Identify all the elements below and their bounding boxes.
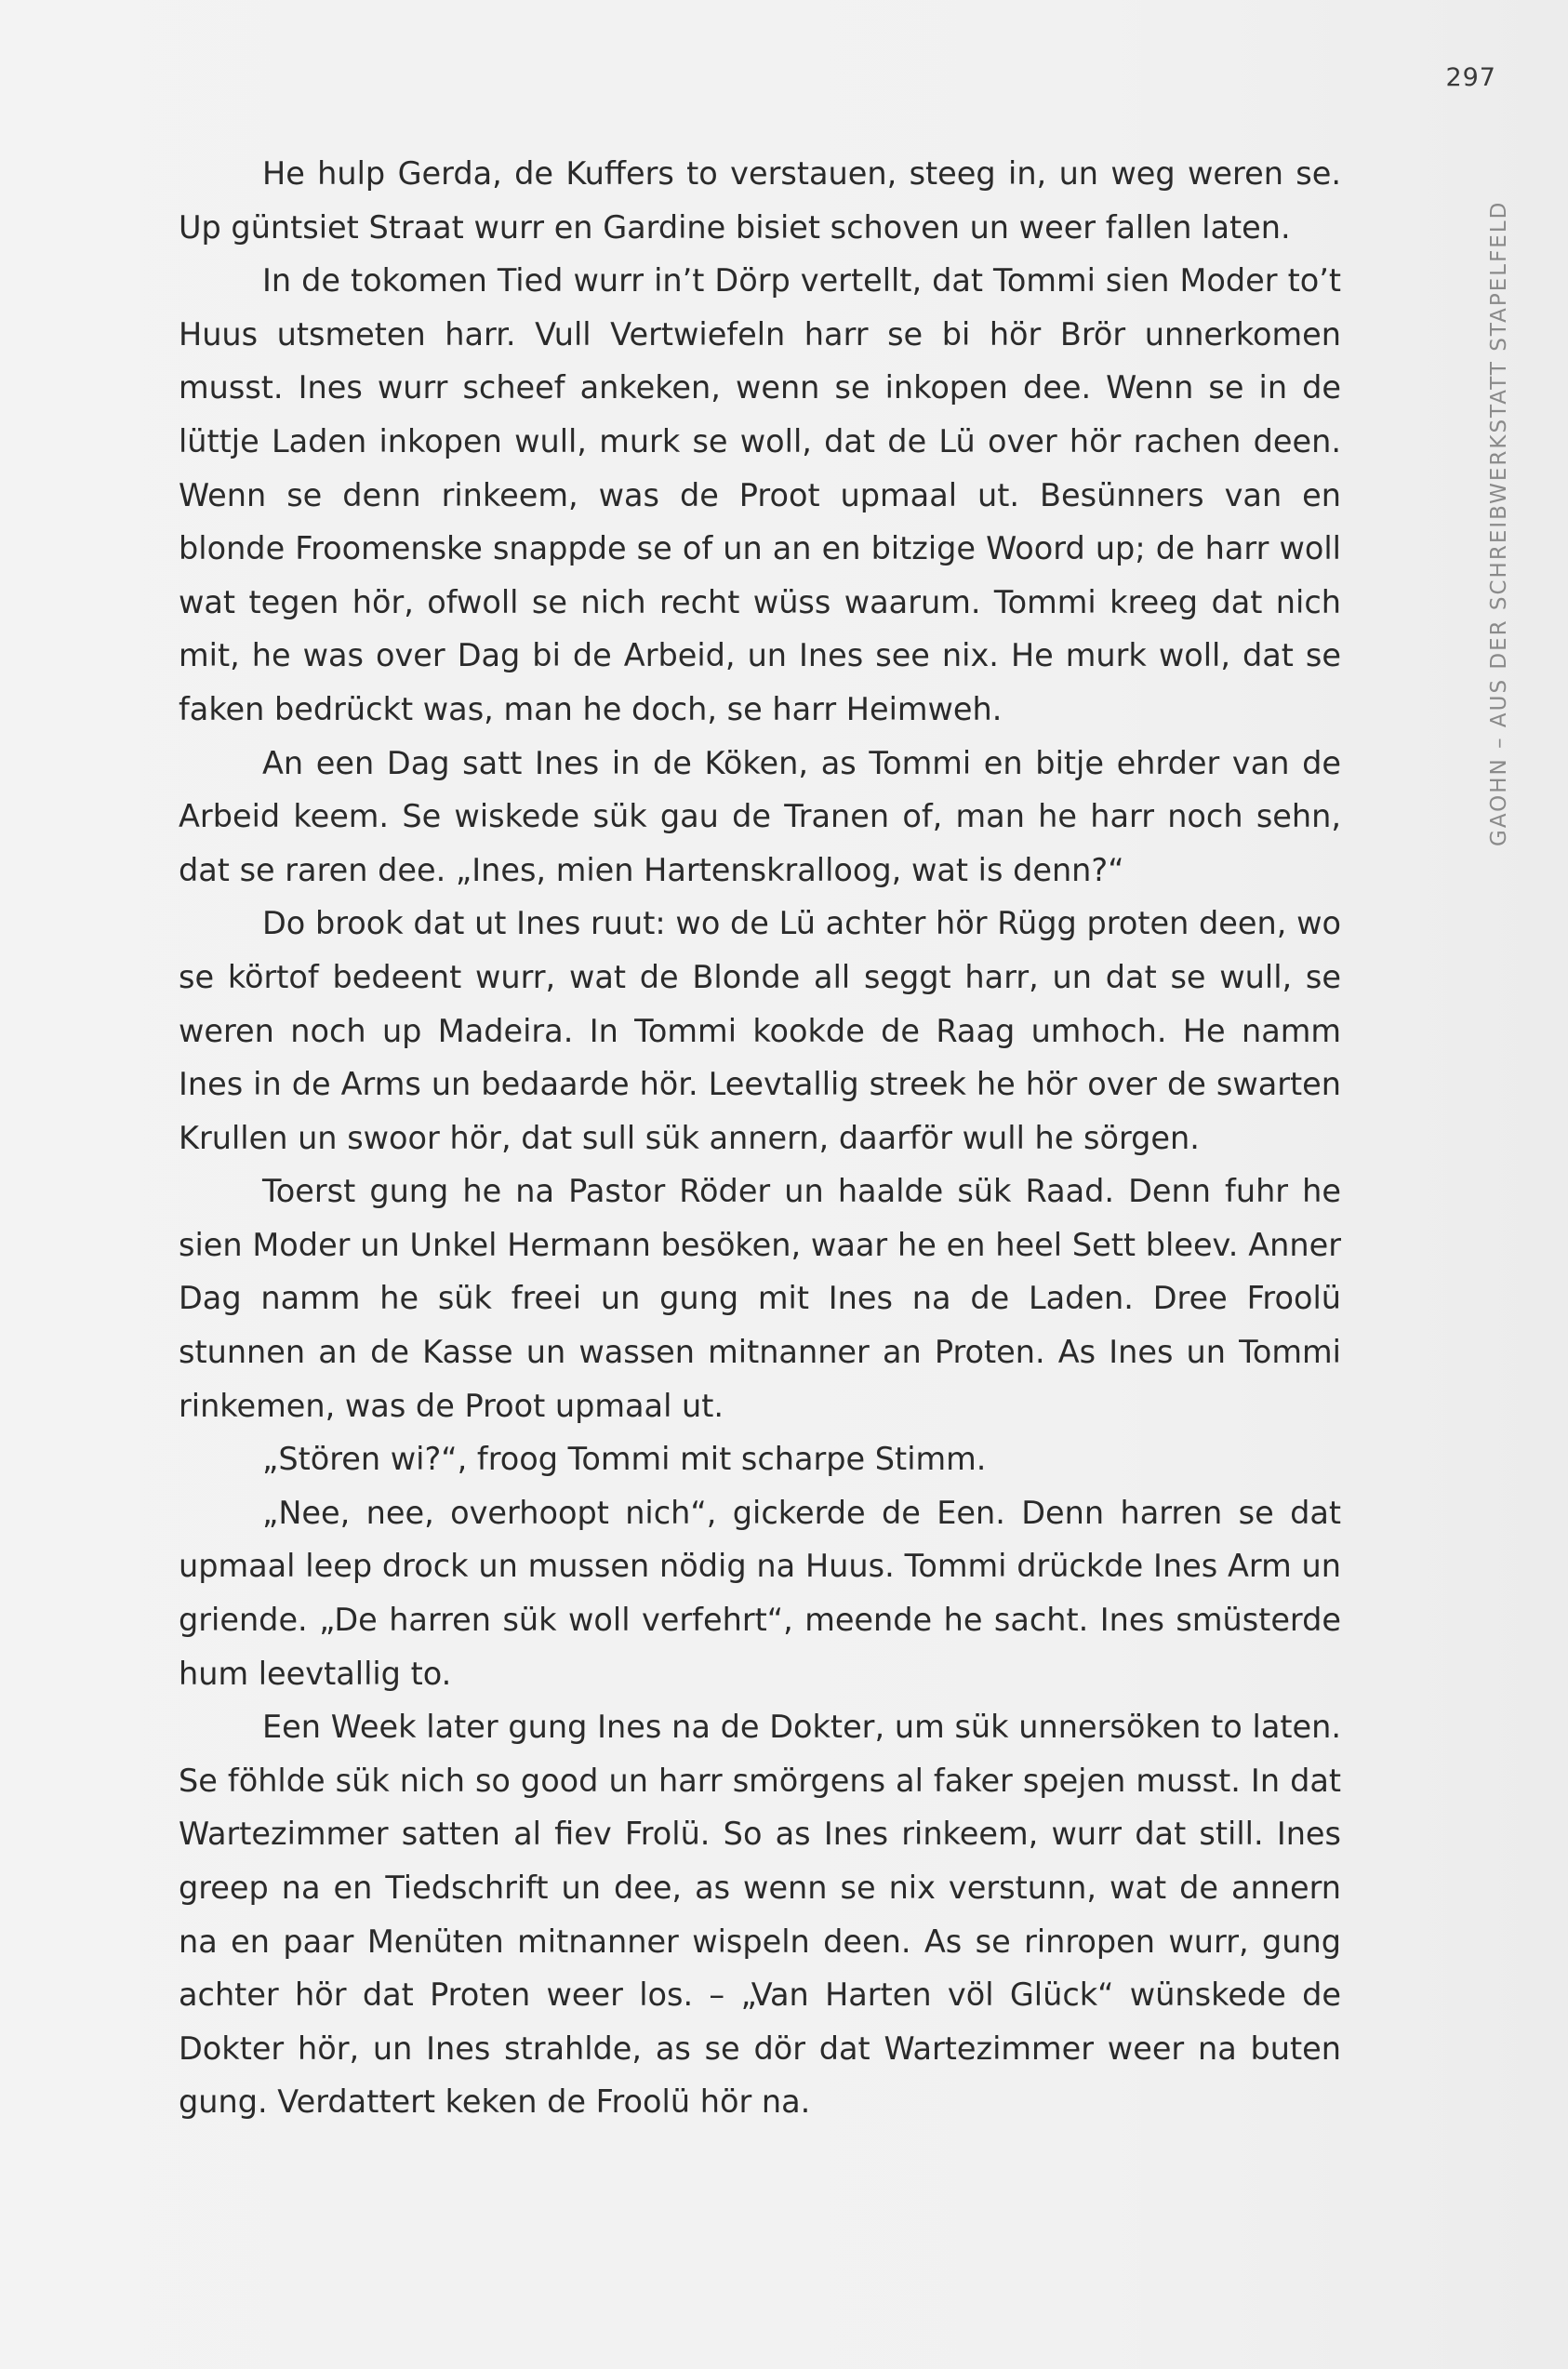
paragraph: Een Week later gung Ines na de Dokter, um sük unnersöken to laten. Se föhlde sük nich so good un harr smörgens al faker spejen musst. In dat Wartezimmer satten al fiev Frolü. So as Ines rinkeem, wurr dat still. Ines greep na en Tiedschrift un dee, as wenn se nix verstunn, wat de annern na en paar Menüten mitnanner wispeln deen. As se rinropen wurr, gung achter hör dat Proten weer los. – „Van Harten völ Glück“ wünskede de Dokter hör, un Ines strahlde, as se dör dat Wartezimmer weer na buten gung. Verdattert keken de Froolü hör na. [179,1709,1341,2121]
paragraph: „Nee, nee, overhoopt nich“, gickerde de Een. Denn harren se dat upmaal leep drock un mussen nödig na Huus. Tommi drückde Ines Arm un griende. „De harren sük woll verfehrt“, meende he sacht. Ines smüsterde hum leevtallig to. [179,1494,1341,1692]
paragraph: Do brook dat ut Ines ruut: wo de Lü achter hör Rügg proten deen, wo se körtof bedeent wurr, wat de Blonde all seggt harr, un dat se wull, se weren noch up Madeira. In Tommi kookde de Raag umhoch. He namm Ines in de Arms un bedaarde hör. Leevtallig streek he hör over de swarten Krullen un swoor hör, dat sull sük annern, daarför wull he sörgen. [179,905,1341,1156]
page-number: 297 [1445,63,1496,92]
paragraph: Toerst gung he na Pastor Röder un haalde sük Raad. Denn fuhr he sien Moder un Unkel Hermann besöken, waar he en heel Sett bleev. Anner Dag namm he sük freei un gung mit Ines na de Laden. Dree Froolü stunnen an de Kasse un wassen mitnanner an Proten. As Ines un Tommi rinkemen, was de Proot upmaal ut. [179,1173,1341,1424]
body-text [179,147,1341,2129]
paragraph: He hulp Gerda, de Kuffers to verstauen, steeg in, un weg weren se. Up güntsiet Straat wurr en Gardine bisiet schoven un weer fallen laten. [179,155,1341,246]
paragraph: An een Dag satt Ines in de Köken, as Tommi en bitje ehrder van de Arbeid keem. Se wiskede sük gau de Tranen of, man he harr noch sehn, dat se raren dee. „Ines, mien Hartenskralloog, wat is denn?“ [179,744,1341,888]
paragraph: In de tokomen Tied wurr in’t Dörp vertellt, dat Tommi sien Moder to’t Huus utsmeten harr. Vull Vertwiefeln harr se bi hör Brör unnerkomen musst. Ines wurr scheef ankeken, wenn se inkopen dee. Wenn se in de lüttje Laden inkopen wull, murk se woll, dat de Lü over hör rachen deen. Wenn se denn rinkeem, was de Proot upmaal ut. Besünners van en blonde Froomenske snappde se of un an en bitzige Woord up; de harr woll wat tegen hör, ofwoll se nich recht wüss waarum. Tommi kreeg dat nich mit, he was over Dag bi de Arbeid, un Ines see nix. He murk woll, dat se faken bedrückt was, man he doch, se harr Heimweh. [179,262,1341,727]
running-head-text: GAOHN – AUS DER SCHREIBWERKSTATT STAPELFELD [1487,200,1511,846]
paragraph: „Stören wi?“, froog Tommi mit scharpe Stimm. [262,1441,987,1478]
